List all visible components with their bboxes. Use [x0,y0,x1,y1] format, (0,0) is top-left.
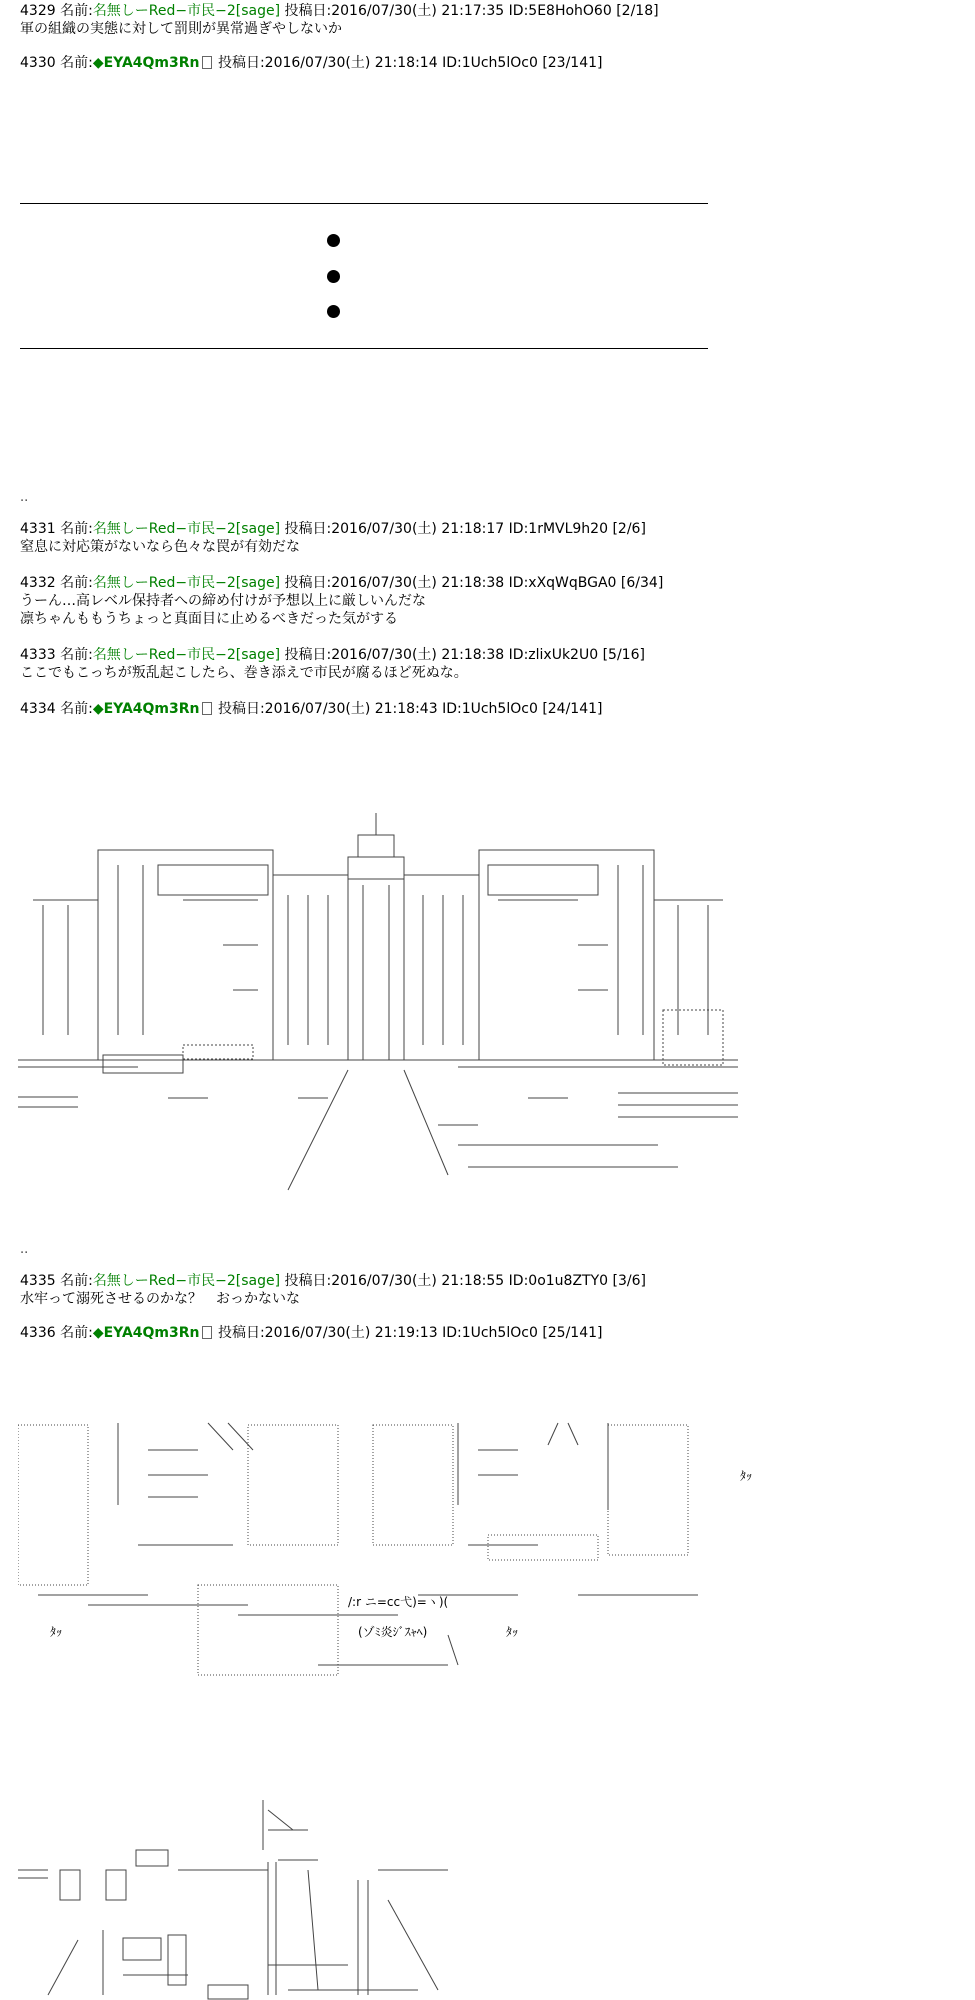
post-number: 4330 [20,55,56,71]
post-header [20,1272,960,1290]
poster-id[interactable]: ID:1Uch5lOc0 [442,701,538,717]
ascii-art-equation-text: /:r ニ=cc弋)=ヽ)( [348,1595,449,1609]
poster-tripcode[interactable]: ◆EYA4Qm3Rn [92,701,200,717]
name-label: 名前: [60,3,93,19]
post-body-line: うーん…高レベル保持者への締め付けが予想以上に厳しいんだな [20,593,426,609]
poster-tripcode[interactable]: ◆EYA4Qm3Rn [92,55,200,71]
post-number: 4335 [20,1273,56,1289]
name-label: 名前: [60,701,93,717]
missing-glyph-icon [202,702,212,715]
divider-bottom [20,348,708,349]
poster-name[interactable]: 名無しーRed−市民−2 [92,521,236,537]
missing-glyph-icon [202,56,212,69]
post-4330 [20,54,960,72]
post-number: 4333 [20,647,56,663]
post-header [20,2,960,20]
post-count: [24/141] [542,701,603,717]
poster-mail[interactable]: [sage] [235,3,281,19]
name-label: 名前: [60,575,93,591]
ascii-art-crowd [18,1395,753,1685]
post-header [20,574,960,592]
ellipsis-marker: .. [20,1242,29,1257]
poster-mail[interactable]: [sage] [235,575,281,591]
post-count: [2/6] [612,521,646,537]
post-count: [2/18] [616,3,659,19]
poster-id[interactable]: ID:0o1u8ZTY0 [508,1273,609,1289]
poster-id[interactable]: ID:zlixUk2U0 [508,647,599,663]
ascii-art-tat-text: ﾀｯ [50,1625,63,1639]
bullet-dot-icon [327,270,340,283]
post-header [20,1324,960,1342]
post-date: 投稿日:2016/07/30(土) 21:18:43 [217,701,438,717]
post-number: 4329 [20,3,56,19]
bullet-dot-icon [327,234,340,247]
poster-name[interactable]: 名無しーRed−市民−2 [92,1273,236,1289]
post-4332 [20,574,960,628]
post-date: 投稿日:2016/07/30(土) 21:18:17 [284,521,505,537]
post-date: 投稿日:2016/07/30(土) 21:18:55 [284,1273,505,1289]
name-label: 名前: [60,1325,93,1341]
post-count: [23/141] [542,55,603,71]
name-label: 名前: [60,1273,93,1289]
ascii-art-tat-text: ﾀｯ [506,1625,519,1639]
ascii-art-tat-text: ﾀｯ [740,1469,753,1483]
post-4329 [20,2,960,38]
post-date: 投稿日:2016/07/30(土) 21:18:38 [284,647,505,663]
poster-name[interactable]: 名無しーRed−市民−2 [92,575,236,591]
poster-name[interactable]: 名無しーRed−市民−2 [92,647,236,663]
post-count: [6/34] [620,575,664,591]
poster-id[interactable]: ID:1rMVL9h20 [508,521,608,537]
post-body-line: 水牢って溺死させるのかな？ おっかないな [20,1291,300,1307]
ascii-art-city [18,805,738,1195]
post-4331 [20,520,960,556]
bullet-dot-icon [327,305,340,318]
poster-id[interactable]: ID:1Uch5lOc0 [442,55,538,71]
poster-mail[interactable]: [sage] [235,1273,281,1289]
post-body-line: ここでもこっちが叛乱起こしたら、巻き添えで市民が腐るほど死ぬな。 [20,665,468,681]
post-date: 投稿日:2016/07/30(土) 21:18:38 [284,575,505,591]
post-header [20,520,960,538]
post-body-line: 軍の組織の実態に対して罰則が異常過ぎやしないか [20,21,342,37]
ascii-art-interior [18,1790,458,2000]
poster-id[interactable]: ID:5E8HohO60 [508,3,612,19]
poster-mail[interactable]: [sage] [235,521,281,537]
post-4333 [20,646,960,682]
post-body-line: 窒息に対応策がないなら色々な罠が有効だな [20,539,300,555]
post-4336 [20,1324,960,1342]
post-date: 投稿日:2016/07/30(土) 21:19:13 [217,1325,438,1341]
post-date: 投稿日:2016/07/30(土) 21:18:14 [217,55,438,71]
post-header [20,646,960,664]
poster-id[interactable]: ID:xXqWqBGA0 [508,575,617,591]
divider-top [20,203,708,204]
poster-id[interactable]: ID:1Uch5lOc0 [442,1325,538,1341]
post-count: [25/141] [542,1325,603,1341]
name-label: 名前: [60,55,93,71]
poster-mail[interactable]: [sage] [235,647,281,663]
post-number: 4331 [20,521,56,537]
name-label: 名前: [60,647,93,663]
ellipsis-marker: .. [20,490,29,505]
missing-glyph-icon [202,1326,212,1339]
name-label: 名前: [60,521,93,537]
post-count: [3/6] [612,1273,646,1289]
ascii-art-sfx-text: (ゾﾐ炎ｼﾞｽｬﾍ) [358,1625,428,1639]
post-number: 4336 [20,1325,56,1341]
post-date: 投稿日:2016/07/30(土) 21:17:35 [284,3,505,19]
post-count: [5/16] [602,647,645,663]
post-header [20,700,960,718]
poster-tripcode[interactable]: ◆EYA4Qm3Rn [92,1325,200,1341]
post-number: 4332 [20,575,56,591]
post-4335 [20,1272,960,1308]
post-header [20,54,960,72]
poster-name[interactable]: 名無しーRed−市民−2 [92,3,236,19]
post-4334 [20,700,960,718]
post-number: 4334 [20,701,56,717]
post-body-line: 凛ちゃんももうちょっと真面目に止めるべきだった気がする [20,611,398,627]
